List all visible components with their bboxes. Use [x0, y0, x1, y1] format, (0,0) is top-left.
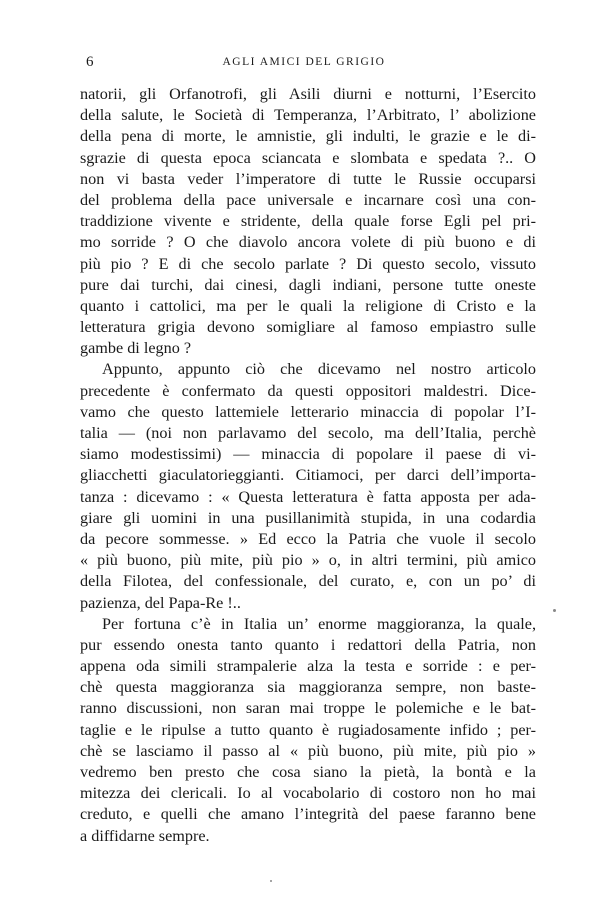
text-line: Appunto, appunto ciò che dicevamo nel nostro articolo	[102, 360, 536, 379]
text-line: natorii, gli Orfanotrofi, gli Asili diurni e notturni, l’Esercito	[80, 85, 536, 103]
text-line: letteratura grigia devono somigliare al famoso empiastro sulle	[80, 318, 536, 337]
paper-speck	[270, 880, 272, 882]
page-header	[78, 54, 530, 74]
text-line: taglie e le ripulse a tutto quanto è rugiadosamente infido ; per-	[80, 720, 536, 739]
page-number: 6	[86, 54, 94, 70]
text-line: traddizione vivente e stridente, della quale forse Egli pel pri-	[80, 212, 536, 231]
text-line: da pecore sommesse. » Ed ecco la Patria che vuole il secolo	[80, 529, 536, 548]
text-line: mo sorride ? O che diavolo ancora volete di più buono e di	[80, 233, 536, 252]
text-line: « più buono, più mite, più pio » o, in altri termini, più amico	[80, 551, 536, 570]
text-line: siamo modestissimi) — minaccia di popolare il paese di vi-	[80, 445, 536, 464]
text-line: non vi basta veder l’imperatore di tutte le Russie occuparsi	[80, 169, 536, 188]
text-line: più pio ? E di che secolo parlate ? Di questo secolo, vissuto	[80, 254, 536, 273]
text-line: gliacchetti giaculatorieggianti. Citiamoci, per darci dell’importa-	[80, 466, 536, 485]
text-line: della pena di morte, le amnistie, gli indulti, le grazie e le di-	[80, 127, 536, 146]
text-line: creduto, e quelli che amano l’integrità del paese faranno bene	[80, 805, 536, 824]
text-line: Per fortuna c’è in Italia un’ enorme maggioranza, la quale,	[102, 614, 536, 633]
text-line: pure dai turchi, dai cinesi, dagli indiani, persone tutte oneste	[80, 275, 536, 294]
text-line: giare gli uomini in una pusillanimità stupida, in una codardia	[80, 508, 536, 527]
paragraph	[80, 614, 536, 847]
text-line: sgrazie di questa epoca sciancata e slombata e spedata ?.. O	[80, 148, 536, 167]
text-line: gambe di legno ?	[80, 339, 192, 358]
running-head: AGLI AMICI DEL GRIGIO	[222, 56, 386, 68]
text-line: vamo che questo lattemiele letterario minaccia di popolar l’I-	[80, 402, 536, 421]
text-line: chè questa maggioranza sia maggioranza sempre, non baste-	[80, 678, 536, 697]
text-line: talia — (noi non parlavamo del secolo, ma dell’Italia, perchè	[80, 424, 536, 442]
text-line: a diffidarne sempre.	[80, 826, 210, 845]
paper-speck	[553, 609, 556, 612]
text-line: mitezza dei clericali. Io al vocabolario di costoro non ho mai	[80, 784, 536, 803]
text-line: precedente è confermato da questi oppositori maldestri. Dice-	[80, 381, 536, 400]
text-line: ranno discussioni, non saran mai troppe le polemiche e le bat-	[80, 699, 536, 718]
text-line: tanza : dicevamo : « Questa letteratura è fatta apposta per ada-	[80, 487, 536, 506]
text-line: appena oda simili strampalerie alza la testa e sorride : e per-	[80, 657, 536, 676]
text-line: pur essendo onesta tanto quanto i redattori della Patria, non	[80, 635, 536, 654]
body-text	[80, 84, 536, 847]
text-line: della salute, le Società di Temperanza, l’Arbitrato, l’ abolizione	[80, 106, 536, 125]
text-line: del problema della pace universale e incarnare così una con-	[80, 190, 536, 209]
text-line: chè se lasciamo il passo al « più buono, più mite, più pio »	[80, 741, 536, 760]
text-line: pazienza, del Papa-Re !..	[80, 593, 241, 612]
text-line: della Filotea, del confessionale, del curato, e, con un po’ di	[80, 572, 536, 591]
paragraph	[80, 359, 536, 613]
paragraph	[80, 84, 536, 359]
text-line: vedremo ben presto che cosa siano la pietà, la bontà e la	[80, 763, 536, 781]
text-line: quanto i cattolici, ma per le quali la religione di Cristo e la	[80, 296, 536, 315]
